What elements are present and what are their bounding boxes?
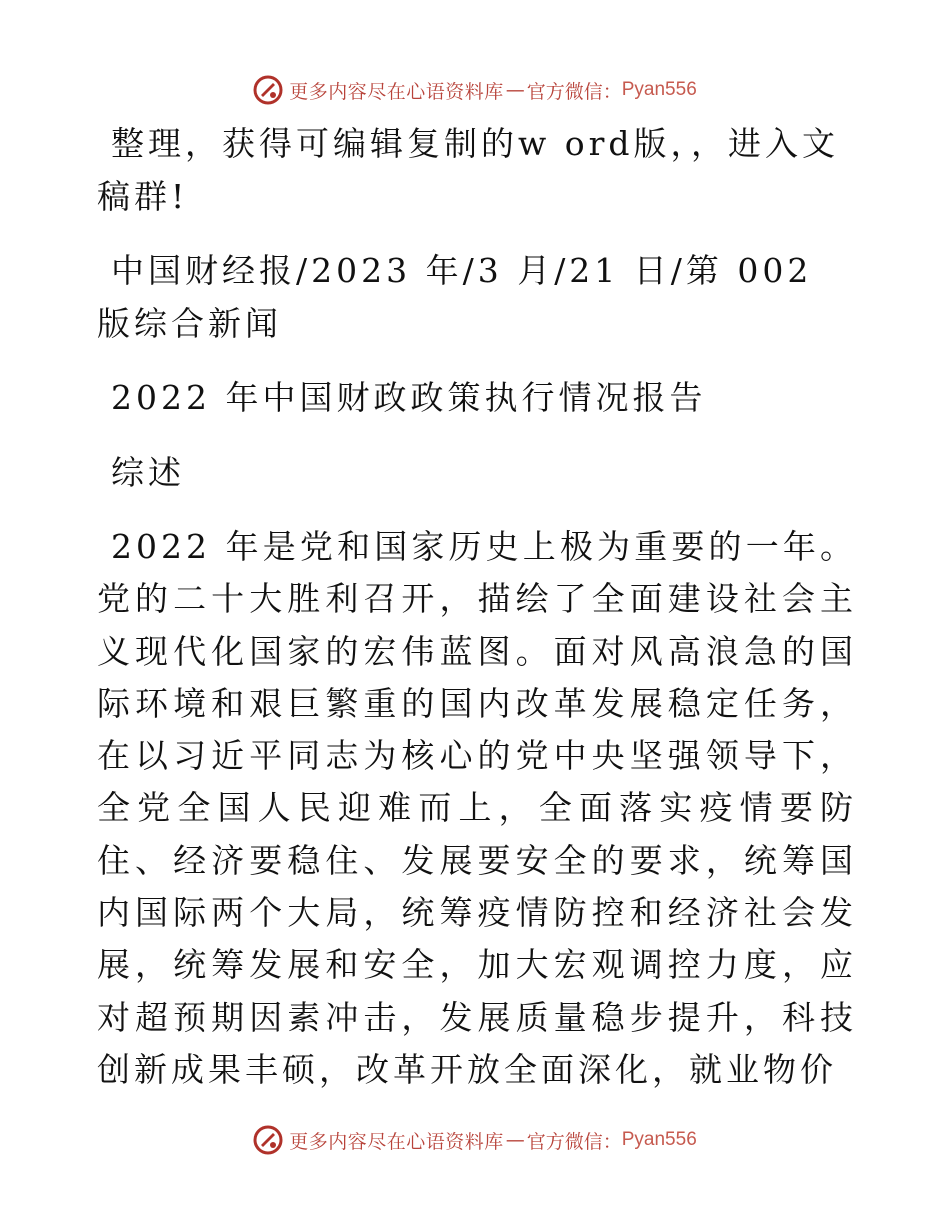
source-line: 中国财经报/2023 年/3 月/21 日/第 002 版综合新闻 xyxy=(97,251,813,343)
report-title: 2022 年中国财政政策执行情况报告 xyxy=(111,378,707,417)
document-body xyxy=(97,118,857,1096)
section-heading: 综述 xyxy=(111,452,185,492)
intro-line: 整理，获得可编辑复制的w ord版，，进入文稿群! xyxy=(97,124,840,216)
watermark-brand-text: 更多内容尽在心语资料库 xyxy=(289,1130,504,1153)
watermark-dash: — xyxy=(505,79,525,101)
watermark-suffix: 官方微信： xyxy=(526,80,622,103)
brand-logo-icon xyxy=(253,75,283,105)
watermark-dash: — xyxy=(505,1129,525,1151)
watermark-brand-text: 更多内容尽在心语资料库 xyxy=(289,80,504,103)
watermark-wechat-id: Pyan556 xyxy=(621,1129,697,1150)
header-watermark xyxy=(0,70,950,110)
watermark-wechat-id: Pyan556 xyxy=(621,79,697,100)
body-paragraph: 2022 年是党和国家历史上极为重要的一年。党的二十大胜利召开，描绘了全面建设社会主义现代化国家的宏伟蓝图。面对风高浪急的国际环境和艰巨繁重的国内改革发展稳定任务，在以习近平同志为核心的党中央坚强领导下，全党全国人民迎难而上，全面落实疫情要防住、经济要稳住、发展要安全的要求，统筹国内国际两个大局，统筹疫情防控和经济社会发展，统筹发展和安全，加大宏观调控力度，应对超预期因素冲击，发展质量稳步提升，科技创新成果丰硕，改革开放全面深化，就业物价 xyxy=(97,527,857,1089)
watermark-suffix: 官方微信： xyxy=(526,1130,622,1153)
brand-logo-icon xyxy=(253,1125,283,1155)
footer-watermark xyxy=(0,1120,950,1160)
